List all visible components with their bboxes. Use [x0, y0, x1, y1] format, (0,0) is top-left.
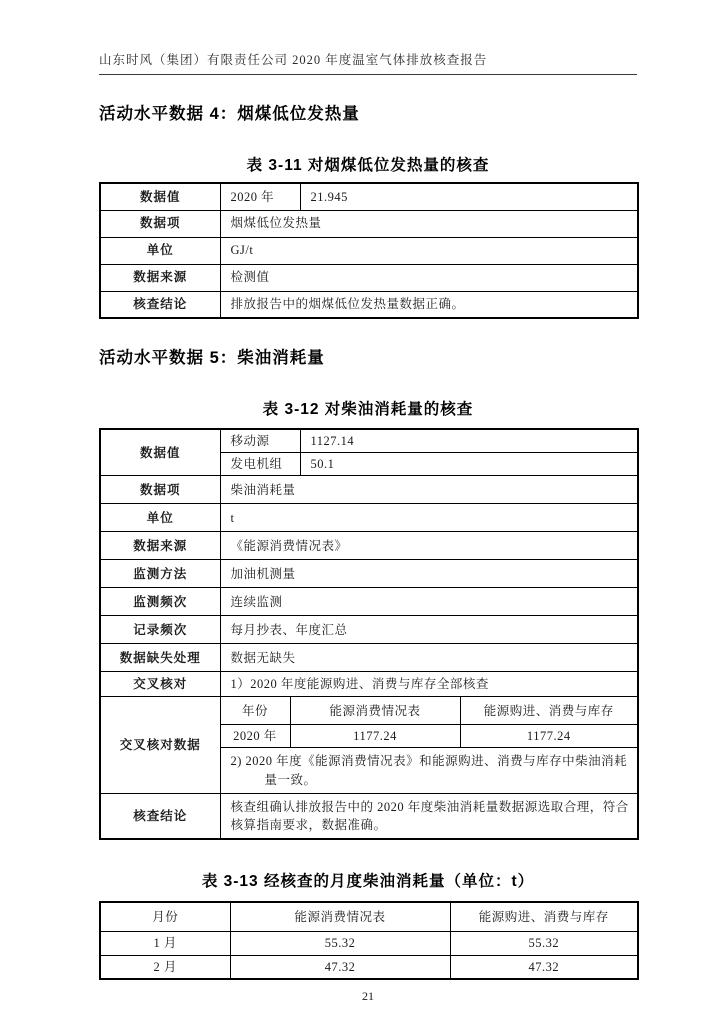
table-row — [100, 560, 638, 588]
table-row — [100, 697, 638, 725]
consumption-cell: 47.32 — [230, 955, 450, 979]
purchase-cell: 47.32 — [450, 955, 638, 979]
table-row — [100, 504, 638, 532]
table-row — [100, 476, 638, 504]
data-value-number: 1127.14 — [300, 429, 638, 453]
table-row — [100, 210, 638, 237]
page-number: 21 — [362, 988, 374, 1003]
purchase-cell: 55.32 — [450, 932, 638, 955]
row-value: t — [220, 504, 638, 532]
cross-check-header-consumption: 能源消费情况表 — [290, 697, 460, 725]
column-header-month: 月份 — [100, 902, 230, 932]
row-value: 排放报告中的烟煤低位发热量数据正确。 — [220, 291, 638, 318]
row-label: 数据项 — [100, 476, 220, 504]
table-header-row — [100, 902, 638, 932]
row-value: GJ/t — [220, 237, 638, 264]
table-row — [100, 955, 638, 979]
data-value-number: 21.945 — [300, 183, 638, 210]
table-row — [100, 429, 638, 453]
row-value: 每月抄表、年度汇总 — [220, 616, 638, 644]
data-value-source-name: 发电机组 — [220, 453, 300, 476]
cross-check-header-purchase: 能源购进、消费与库存 — [460, 697, 638, 725]
row-value: 连续监测 — [220, 588, 638, 616]
row-value: 《能源消费情况表》 — [220, 532, 638, 560]
row-label: 数据来源 — [100, 264, 220, 291]
table-row — [100, 932, 638, 955]
month-cell: 1 月 — [100, 932, 230, 955]
table-3-12-title: 表 3-12 对柴油消耗量的核查 — [262, 401, 474, 418]
month-cell: 2 月 — [100, 955, 230, 979]
running-header-title: 山东时风（集团）有限责任公司 2020 年度温室气体排放核查报告 — [99, 50, 637, 75]
data-value-source-name: 移动源 — [220, 429, 300, 453]
table-row — [100, 672, 638, 697]
column-header-consumption: 能源消费情况表 — [230, 902, 450, 932]
row-label: 数据缺失处理 — [100, 644, 220, 672]
row-value: 柴油消耗量 — [220, 476, 638, 504]
row-value: 1）2020 年度能源购进、消费与库存全部核查 — [220, 672, 638, 697]
table-row — [100, 644, 638, 672]
table-3-13 — [99, 901, 639, 980]
running-header — [99, 0, 637, 75]
row-label: 交叉核对数据 — [100, 697, 220, 793]
cross-check-note: 2) 2020 年度《能源消费情况表》和能源购进、消费与库存中柴油消耗量一致。 — [220, 748, 638, 793]
table-3-12 — [99, 428, 639, 840]
row-label: 单位 — [100, 504, 220, 532]
cross-check-purchase-value: 1177.24 — [460, 725, 638, 748]
row-label: 记录频次 — [100, 616, 220, 644]
table-row — [100, 237, 638, 264]
table-row — [100, 616, 638, 644]
row-label: 单位 — [100, 237, 220, 264]
row-label: 核查结论 — [100, 291, 220, 318]
table-row — [100, 291, 638, 318]
cross-check-header-year: 年份 — [220, 697, 290, 725]
data-value-number: 50.1 — [300, 453, 638, 476]
row-label: 交叉核对 — [100, 672, 220, 697]
row-value: 加油机测量 — [220, 560, 638, 588]
row-value: 数据无缺失 — [220, 644, 638, 672]
conclusion-text: 核查组确认排放报告中的 2020 年度柴油消耗量数据源选取合理，符合核算指南要求，数据准确。 — [220, 793, 638, 839]
table-3-11 — [99, 182, 639, 319]
table-3-13-title: 表 3-13 经核查的月度柴油消耗量（单位：t） — [201, 872, 535, 890]
section-heading-activity-data-4: 活动水平数据 4：烟煤低位发热量 — [99, 105, 360, 123]
section-heading-activity-data-5: 活动水平数据 5：柴油消耗量 — [99, 349, 325, 367]
data-value-year: 2020 年 — [220, 183, 300, 210]
row-value: 检测值 — [220, 264, 638, 291]
table-3-11-title: 表 3-11 对烟煤低位发热量的核查 — [246, 157, 490, 174]
table-row — [100, 264, 638, 291]
cross-check-year: 2020 年 — [220, 725, 290, 748]
cross-check-consumption-value: 1177.24 — [290, 725, 460, 748]
table-row — [100, 532, 638, 560]
table-row — [100, 793, 638, 839]
row-label: 数据值 — [100, 429, 220, 476]
row-label: 核查结论 — [100, 793, 220, 839]
table-row — [100, 183, 638, 210]
row-value: 烟煤低位发热量 — [220, 210, 638, 237]
row-label: 监测频次 — [100, 588, 220, 616]
column-header-purchase: 能源购进、消费与库存 — [450, 902, 638, 932]
row-label: 数据项 — [100, 210, 220, 237]
row-label: 数据值 — [100, 183, 220, 210]
consumption-cell: 55.32 — [230, 932, 450, 955]
table-row — [100, 588, 638, 616]
row-label: 数据来源 — [100, 532, 220, 560]
row-label: 监测方法 — [100, 560, 220, 588]
